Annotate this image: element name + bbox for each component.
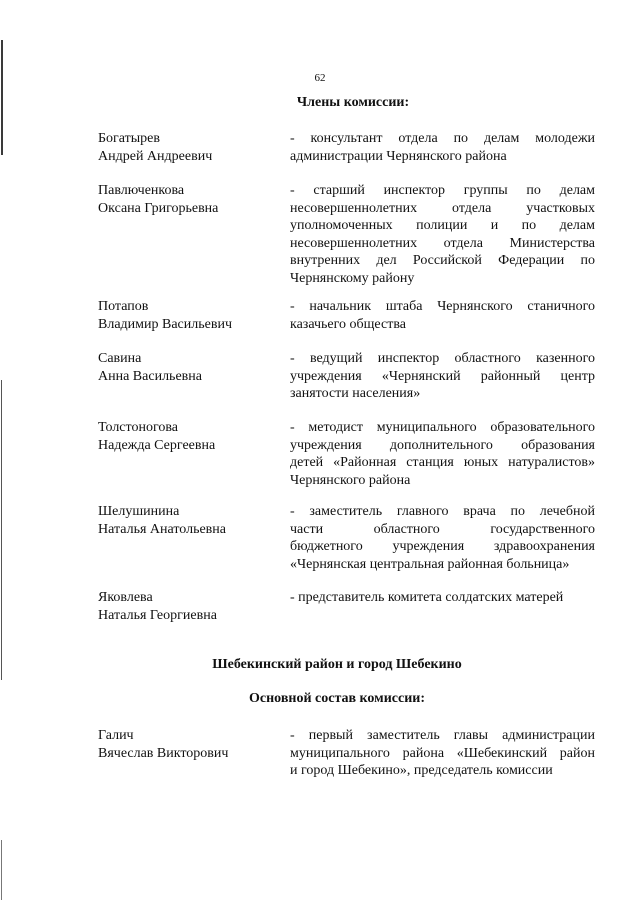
role-line: казачьего общества bbox=[290, 316, 406, 332]
member-name bbox=[98, 298, 278, 333]
role-line: администрации Чернянского района bbox=[290, 148, 507, 164]
member-role bbox=[290, 298, 595, 333]
member-surname: Богатырев bbox=[98, 131, 160, 146]
role-line: - первый заместитель главы администрации bbox=[290, 728, 595, 743]
member-given-names: Наталья Анатольевна bbox=[98, 521, 227, 537]
member-name bbox=[98, 350, 278, 385]
role-line: Чернянского района bbox=[290, 472, 411, 488]
role-line: уполномоченных полиции и по делам bbox=[290, 218, 595, 234]
role-line: - методист муниципального образовательного bbox=[290, 420, 595, 435]
role-line: внутренних дел Российской Федерации по bbox=[290, 253, 595, 269]
member-role bbox=[290, 589, 595, 607]
role-line: детей «Районная станция юных натуралистов» bbox=[290, 455, 595, 471]
member-surname: Потапов bbox=[98, 299, 149, 314]
member-given-names: Вячеслав Викторович bbox=[98, 745, 229, 761]
role-line: несовершеннолетних отдела Министерства bbox=[290, 235, 595, 251]
role-line: - старший инспектор группы по делам bbox=[290, 183, 595, 198]
member-role bbox=[290, 727, 595, 780]
member-role bbox=[290, 419, 595, 489]
member-name bbox=[98, 589, 278, 624]
section-heading-district: Шебекинский район и город Шебекино bbox=[212, 657, 462, 672]
role-line: - ведущий инспектор областного казенного bbox=[290, 351, 595, 366]
role-line: - начальник штаба Чернянского станичного bbox=[290, 299, 595, 314]
section-heading-members: Члены комиссии: bbox=[296, 95, 410, 110]
member-name bbox=[98, 419, 278, 454]
member-name bbox=[98, 130, 278, 165]
member-surname: Павлюченкова bbox=[98, 183, 185, 198]
role-line: части областного государственного bbox=[290, 521, 595, 537]
member-given-names: Наталья Георгиевна bbox=[98, 607, 217, 623]
member-name bbox=[98, 503, 278, 538]
member-surname: Толстоногова bbox=[98, 420, 178, 435]
role-line: и город Шебекино», председатель комиссии bbox=[290, 763, 553, 779]
member-given-names: Андрей Андреевич bbox=[98, 148, 213, 164]
member-surname: Галич bbox=[98, 728, 134, 743]
member-role bbox=[290, 130, 595, 165]
role-line: - заместитель главного врача по лечебной bbox=[290, 504, 595, 519]
role-line: муниципального района «Шебекинский район bbox=[290, 745, 595, 761]
role-line: занятости населения» bbox=[290, 386, 421, 402]
member-surname: Шелушинина bbox=[98, 504, 180, 519]
role-line: - представитель комитета солдатских матерей bbox=[290, 590, 564, 605]
member-given-names: Оксана Григорьевна bbox=[98, 200, 219, 216]
member-role bbox=[290, 503, 595, 573]
page-number: 62 bbox=[314, 72, 326, 84]
scan-edge-mark bbox=[1, 380, 2, 680]
role-line: Чернянскому району bbox=[290, 270, 415, 286]
member-name bbox=[98, 182, 278, 217]
member-given-names: Анна Васильевна bbox=[98, 368, 202, 384]
section-heading-main-composition: Основной состав комиссии: bbox=[249, 691, 425, 706]
role-line: - консультант отдела по делам молодежи bbox=[290, 131, 595, 146]
role-line: учреждения «Чернянский районный центр bbox=[290, 368, 595, 384]
role-line: «Чернянская центральная районная больница» bbox=[290, 556, 570, 572]
scan-edge-mark bbox=[1, 840, 2, 900]
member-surname: Яковлева bbox=[98, 590, 153, 605]
scan-edge-mark bbox=[1, 40, 3, 155]
role-line: несовершеннолетних отдела участковых bbox=[290, 200, 595, 216]
member-role bbox=[290, 182, 595, 288]
member-surname: Савина bbox=[98, 351, 142, 366]
role-line: учреждения дополнительного образования bbox=[290, 437, 595, 453]
member-given-names: Владимир Васильевич bbox=[98, 316, 232, 332]
role-line: бюджетного учреждения здравоохранения bbox=[290, 539, 595, 555]
member-name bbox=[98, 727, 278, 762]
member-role bbox=[290, 350, 595, 403]
member-given-names: Надежда Сергеевна bbox=[98, 437, 216, 453]
